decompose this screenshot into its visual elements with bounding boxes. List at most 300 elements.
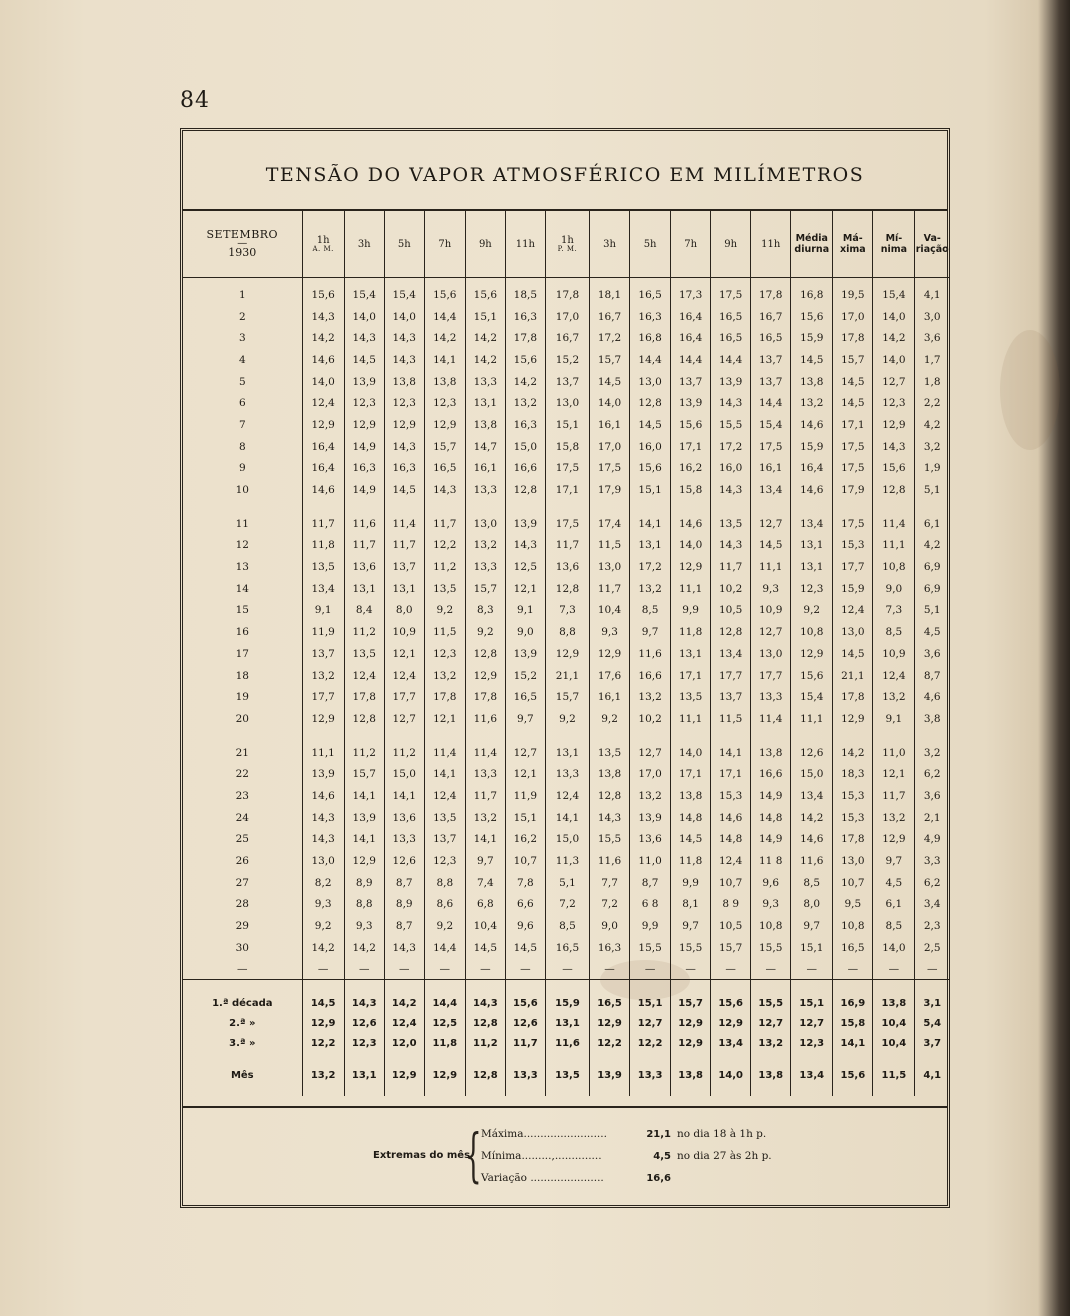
value-cell: 16,5 (505, 686, 545, 708)
summary-cell: 12,9 (590, 1014, 630, 1034)
value-cell: 13,5 (671, 686, 711, 708)
value-cell: 15,6 (630, 458, 671, 480)
value-cell: 9,3 (344, 915, 384, 937)
value-cell: 14,0 (671, 742, 711, 764)
value-cell: 17,9 (590, 479, 630, 501)
value-cell: 17,2 (630, 556, 671, 578)
value-cell: 12,4 (384, 665, 424, 687)
value-cell: 8,7 (915, 665, 949, 687)
value-cell: 16,3 (630, 306, 671, 328)
summary-cell: 3,1 (915, 979, 949, 1014)
group-spacer (183, 730, 949, 742)
brace-icon: { (465, 1121, 482, 1189)
dash-cell: — (630, 959, 671, 980)
value-cell: 16,3 (590, 937, 630, 959)
value-cell: 19,5 (833, 278, 873, 306)
value-cell: 13,3 (465, 556, 505, 578)
value-cell: 13,3 (465, 763, 505, 785)
summary-cell: 13,8 (671, 1054, 711, 1096)
value-cell: 10,8 (791, 621, 833, 643)
column-header-main: 11h (515, 238, 535, 250)
value-cell: 15,1 (505, 807, 545, 829)
table-row (183, 894, 949, 916)
value-cell: 15,1 (791, 937, 833, 959)
value-cell: 15,0 (505, 436, 545, 458)
value-cell: 9,6 (505, 915, 545, 937)
value-cell: 16,3 (344, 458, 384, 480)
value-cell: 14,6 (671, 513, 711, 535)
value-cell: 14,4 (630, 349, 671, 371)
value-cell: 16,4 (671, 327, 711, 349)
summary-cell: 13,4 (791, 1054, 833, 1096)
value-cell: 15,1 (545, 414, 589, 436)
value-cell: 17,7 (384, 686, 424, 708)
table-row (183, 742, 949, 764)
spacer-cell (545, 501, 589, 513)
value-cell: 14,8 (711, 829, 751, 851)
value-cell: 8,9 (384, 894, 424, 916)
column-header-main: 9h (724, 238, 738, 250)
summary-row (183, 1014, 949, 1034)
value-cell: 9,0 (590, 915, 630, 937)
value-cell: 14,3 (384, 436, 424, 458)
spacer-cell (833, 730, 873, 742)
value-cell: 11,1 (671, 708, 711, 730)
value-cell: 15,6 (671, 414, 711, 436)
table-row (183, 872, 949, 894)
table-row (183, 807, 949, 829)
value-cell: 13,0 (545, 392, 589, 414)
value-cell: 12,7 (751, 621, 791, 643)
value-cell: 8,4 (344, 600, 384, 622)
page-number: 84 (180, 88, 210, 113)
value-cell: 16,7 (751, 306, 791, 328)
month-header (183, 211, 302, 278)
value-cell: 14,0 (671, 535, 711, 557)
value-cell: 12,3 (384, 392, 424, 414)
value-cell: 13,5 (424, 807, 465, 829)
value-cell: 13,3 (465, 479, 505, 501)
value-cell: 5,1 (915, 479, 949, 501)
column-header (751, 211, 791, 278)
value-cell: 14,2 (424, 327, 465, 349)
value-cell: 15,6 (424, 278, 465, 306)
value-cell: 7,4 (465, 872, 505, 894)
table-row (183, 535, 949, 557)
value-cell: 11,7 (344, 535, 384, 557)
day-number: 11 (235, 517, 249, 530)
value-cell: 4,5 (915, 621, 949, 643)
dash-cell: — (505, 959, 545, 980)
value-cell: 17,5 (751, 436, 791, 458)
extremes-label: Extremas do mês (373, 1150, 471, 1161)
value-cell: 12,9 (302, 708, 344, 730)
table-row (183, 349, 949, 371)
value-cell: 14,3 (711, 479, 751, 501)
summary-cell: 12,9 (671, 1014, 711, 1034)
value-cell: 9,2 (791, 600, 833, 622)
day-number: 10 (235, 484, 249, 497)
value-cell: 13,2 (791, 392, 833, 414)
dash-cell: — (424, 959, 465, 980)
summary-cell: 14,3 (344, 979, 384, 1014)
value-cell: 15,3 (833, 785, 873, 807)
value-cell: 16,8 (630, 327, 671, 349)
value-cell: 8,7 (384, 872, 424, 894)
value-cell: 12,4 (302, 392, 344, 414)
table-row (183, 414, 949, 436)
value-cell: 3,4 (915, 894, 949, 916)
value-cell: 11,2 (384, 742, 424, 764)
summary-cell: 13,8 (751, 1054, 791, 1096)
value-cell: 11,2 (344, 742, 384, 764)
extreme-variation-row (481, 1172, 677, 1184)
spacer-cell (751, 501, 791, 513)
value-cell: 17,7 (711, 665, 751, 687)
value-cell: 14,3 (302, 829, 344, 851)
value-cell: 12,3 (791, 578, 833, 600)
value-cell: 1,9 (915, 458, 949, 480)
value-cell: 14,5 (833, 392, 873, 414)
day-number: 2 (238, 310, 246, 323)
value-cell: 16,1 (590, 414, 630, 436)
value-cell: 16,7 (545, 327, 589, 349)
value-cell: 6,1 (915, 513, 949, 535)
value-cell: 10,7 (505, 850, 545, 872)
column-header-sub: A. M. (312, 244, 334, 253)
value-cell: 16,5 (630, 278, 671, 306)
value-cell: 12,8 (344, 708, 384, 730)
value-cell: 15,9 (791, 327, 833, 349)
extreme-min-note: no dia 27 às 2h p. (677, 1150, 772, 1162)
value-cell: 15,0 (384, 763, 424, 785)
value-cell: 9,6 (751, 872, 791, 894)
value-cell: 9,7 (465, 850, 505, 872)
spacer-cell (344, 730, 384, 742)
value-cell: 13,8 (671, 785, 711, 807)
column-header-main: 3h (603, 238, 616, 250)
value-cell: 13,8 (384, 371, 424, 393)
value-cell: 13,9 (505, 513, 545, 535)
value-cell: 1,8 (915, 371, 949, 393)
table-row (183, 785, 949, 807)
value-cell: 17,2 (711, 436, 751, 458)
value-cell: 14,3 (384, 349, 424, 371)
value-cell: 15,5 (711, 414, 751, 436)
value-cell: 12,4 (711, 850, 751, 872)
value-cell: 14,0 (873, 937, 915, 959)
value-cell: 21,1 (833, 665, 873, 687)
summary-cell: 11,2 (465, 1034, 505, 1054)
value-cell: 17,5 (545, 513, 589, 535)
day-number: 1 (238, 288, 246, 301)
value-cell: 17,7 (833, 556, 873, 578)
table-row (183, 392, 949, 414)
value-cell: 5,1 (915, 600, 949, 622)
value-cell: 14,1 (384, 785, 424, 807)
value-cell: 15,4 (873, 278, 915, 306)
value-cell: 7,2 (590, 894, 630, 916)
extreme-max-note: no dia 18 à 1h p. (677, 1128, 767, 1140)
value-cell: 17,2 (590, 327, 630, 349)
value-cell: 3,6 (915, 785, 949, 807)
value-cell: 13,5 (590, 742, 630, 764)
value-cell: 17,5 (545, 458, 589, 480)
value-cell: 10,2 (711, 578, 751, 600)
summary-values (183, 979, 949, 1096)
value-cell: 11,7 (590, 578, 630, 600)
table-row (183, 306, 949, 328)
value-cell: 6,2 (915, 872, 949, 894)
table-row (183, 829, 949, 851)
value-cell: 6,9 (915, 578, 949, 600)
spacer-cell (711, 501, 751, 513)
value-cell: 15,9 (833, 578, 873, 600)
summary-cell: 12,2 (630, 1034, 671, 1054)
dash-cell: — (545, 959, 589, 980)
summary-cell: 14,1 (833, 1034, 873, 1054)
spacer-cell (384, 501, 424, 513)
day-number: 22 (235, 768, 249, 781)
value-cell: 15,0 (791, 763, 833, 785)
value-cell: 13,7 (545, 371, 589, 393)
spacer-cell (671, 501, 711, 513)
summary-cell: 12,9 (384, 1054, 424, 1096)
value-cell: 14,1 (465, 829, 505, 851)
value-cell: 11,7 (873, 785, 915, 807)
value-cell: 13,7 (302, 643, 344, 665)
value-cell: 12,8 (711, 621, 751, 643)
value-cell: 13,2 (465, 807, 505, 829)
value-cell: 14,8 (671, 807, 711, 829)
summary-cell: 13,2 (751, 1034, 791, 1054)
value-cell: 16,3 (384, 458, 424, 480)
value-cell: 17,8 (833, 829, 873, 851)
summary-cell: 13,3 (505, 1054, 545, 1096)
value-cell: 11,7 (465, 785, 505, 807)
summary-cell: 10,4 (873, 1034, 915, 1054)
value-cell: 12,3 (424, 643, 465, 665)
value-cell: 14,3 (384, 937, 424, 959)
value-cell: 11,7 (711, 556, 751, 578)
value-cell: 13,2 (630, 578, 671, 600)
day-number: 12 (235, 539, 249, 552)
value-cell: 16,4 (791, 458, 833, 480)
value-cell: 17,7 (751, 665, 791, 687)
value-cell: 8,8 (545, 621, 589, 643)
spacer-cell (711, 730, 751, 742)
column-header-sub: riação (915, 243, 949, 255)
day-number: 6 (238, 397, 246, 410)
value-cell: 15,3 (711, 785, 751, 807)
table-row (183, 665, 949, 687)
value-cell: 1,7 (915, 349, 949, 371)
table-row (183, 371, 949, 393)
page-title: TENSÃO DO VAPOR ATMOSFÉRICO EM MILÍMETROS (265, 164, 865, 186)
value-cell: 12,1 (505, 578, 545, 600)
value-cell: 18,1 (590, 278, 630, 306)
value-cell: 14,5 (751, 535, 791, 557)
value-cell: 12,1 (505, 763, 545, 785)
summary-cell: 12,9 (302, 1014, 344, 1034)
day-number: 17 (235, 647, 249, 660)
value-cell: 17,1 (711, 763, 751, 785)
column-header-sub: P. M. (557, 244, 578, 253)
value-cell: 11,1 (791, 708, 833, 730)
value-cell: 16,6 (751, 763, 791, 785)
spacer-cell (791, 730, 833, 742)
dash-cell: — (711, 959, 751, 980)
value-cell: 13,4 (302, 578, 344, 600)
summary-cell: 15,1 (791, 979, 833, 1014)
day-number: 27 (235, 876, 249, 889)
summary-cell: 15,1 (630, 979, 671, 1014)
value-cell: 13,5 (344, 643, 384, 665)
summary-cell: 12,9 (671, 1034, 711, 1054)
value-cell: 8,0 (384, 600, 424, 622)
value-cell: 14,5 (465, 937, 505, 959)
value-cell: 13,9 (630, 807, 671, 829)
value-cell: 11,7 (424, 513, 465, 535)
value-cell: 4,5 (873, 872, 915, 894)
spacer-cell (545, 730, 589, 742)
summary-label: 3.ª » (229, 1038, 256, 1050)
dash-cell: — (465, 959, 505, 980)
value-cell: 11,7 (384, 535, 424, 557)
value-cell: 17,8 (465, 686, 505, 708)
value-cell: 11,6 (791, 850, 833, 872)
summary-cell: 12,6 (344, 1014, 384, 1034)
value-cell: 14,3 (590, 807, 630, 829)
value-cell: 14,2 (791, 807, 833, 829)
value-cell: 7,3 (873, 600, 915, 622)
column-header-main: 5h (397, 238, 411, 250)
value-cell: 9,1 (302, 600, 344, 622)
value-cell: 6,2 (915, 763, 949, 785)
column-header (791, 211, 833, 278)
value-cell: 13,4 (711, 643, 751, 665)
summary-cell: 12,8 (465, 1014, 505, 1034)
value-cell: 4,2 (915, 414, 949, 436)
summary-cell: 13,1 (545, 1014, 589, 1034)
value-cell: 14,9 (344, 436, 384, 458)
value-cell: 14,4 (424, 937, 465, 959)
value-cell: 11,2 (344, 621, 384, 643)
value-cell: 14,2 (505, 371, 545, 393)
value-cell: 17,5 (711, 278, 751, 306)
value-cell: 6,6 (505, 894, 545, 916)
value-cell: 12,9 (873, 414, 915, 436)
value-cell: 11,3 (545, 850, 589, 872)
summary-cell: 15,8 (833, 1014, 873, 1034)
summary-cell: 12,7 (791, 1014, 833, 1034)
value-cell: 14,8 (751, 807, 791, 829)
value-cell: 17,1 (671, 763, 711, 785)
value-cell: 10,8 (751, 915, 791, 937)
value-cell: 14,5 (833, 371, 873, 393)
value-cell: 17,0 (630, 763, 671, 785)
value-cell: 13,1 (344, 578, 384, 600)
column-header-main: 7h (438, 238, 452, 250)
value-cell: 12,9 (424, 414, 465, 436)
value-cell: 12,9 (833, 708, 873, 730)
column-header-sub: nima (880, 243, 908, 255)
table-row (183, 850, 949, 872)
spacer-cell (302, 501, 344, 513)
value-cell: 12,1 (873, 763, 915, 785)
spacer-cell (424, 501, 465, 513)
value-cell: 17,1 (671, 665, 711, 687)
table-row (183, 327, 949, 349)
value-cell: 14,1 (344, 829, 384, 851)
value-cell: 12,4 (833, 600, 873, 622)
value-cell: 14,1 (344, 785, 384, 807)
value-cell: 10,8 (833, 915, 873, 937)
value-cell: 11,8 (671, 621, 711, 643)
value-cell: 9,9 (630, 915, 671, 937)
column-header (344, 211, 384, 278)
value-cell: 12,3 (424, 850, 465, 872)
value-cell: 14,7 (465, 436, 505, 458)
value-cell: 14,5 (671, 829, 711, 851)
spacer-cell (915, 501, 949, 513)
table-row (183, 458, 949, 480)
spacer-cell (751, 730, 791, 742)
value-cell: 11,1 (751, 556, 791, 578)
value-cell: 12,9 (590, 643, 630, 665)
value-cell: 12,9 (344, 850, 384, 872)
value-cell: 15,4 (344, 278, 384, 306)
value-cell: 14,5 (384, 479, 424, 501)
value-cell: 13,4 (751, 479, 791, 501)
day-number: 4 (238, 353, 246, 366)
day-number: 7 (238, 418, 246, 431)
value-cell: 11,4 (384, 513, 424, 535)
value-cell: 14,6 (791, 829, 833, 851)
paper-stain (1000, 330, 1060, 450)
value-cell: 14,0 (873, 306, 915, 328)
value-cell: 17,8 (505, 327, 545, 349)
column-header (465, 211, 505, 278)
summary-cell: 3,7 (915, 1034, 949, 1054)
summary-cell: 11,5 (873, 1054, 915, 1096)
value-cell: 13,6 (630, 829, 671, 851)
value-cell: 11,6 (465, 708, 505, 730)
summary-cell: 12,5 (424, 1014, 465, 1034)
table-row (183, 643, 949, 665)
extreme-min-row (481, 1150, 772, 1162)
value-cell: 15,1 (465, 306, 505, 328)
value-cell: 4,6 (915, 686, 949, 708)
value-cell: 21,1 (545, 665, 589, 687)
column-header-main: Va- (923, 233, 941, 245)
value-cell: 14,6 (791, 414, 833, 436)
spacer-cell (302, 730, 344, 742)
value-cell: 10,9 (751, 600, 791, 622)
value-cell: 13,0 (302, 850, 344, 872)
value-cell: 12,1 (384, 643, 424, 665)
value-cell: 13,1 (791, 556, 833, 578)
value-cell: 14,1 (424, 763, 465, 785)
value-cell: 11,1 (302, 742, 344, 764)
value-cell: 13,8 (465, 414, 505, 436)
value-cell: 15,4 (751, 414, 791, 436)
column-header (833, 211, 873, 278)
summary-cell: 15,6 (505, 979, 545, 1014)
value-cell: 10,9 (384, 621, 424, 643)
day-number: 21 (235, 746, 249, 759)
value-cell: 15,2 (545, 349, 589, 371)
